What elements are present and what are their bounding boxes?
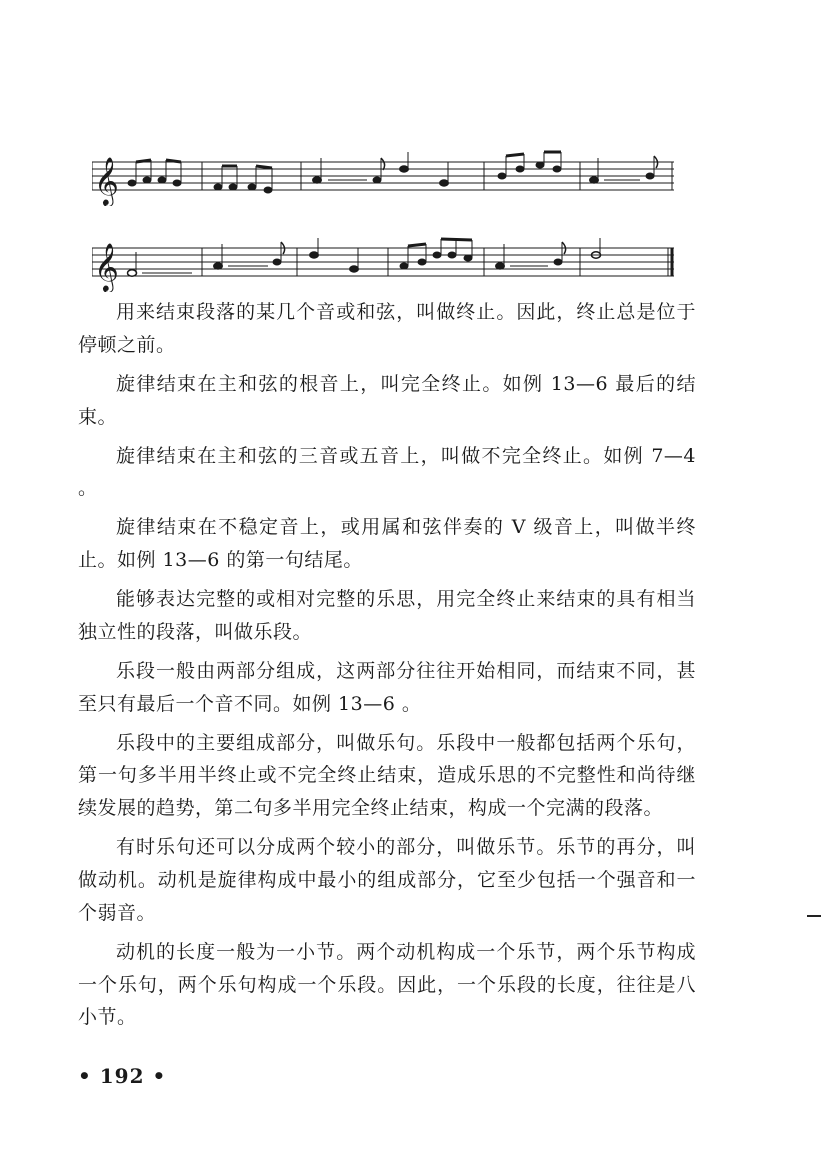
edge-mark bbox=[807, 915, 821, 917]
treble-clef-icon: 𝄞 bbox=[94, 156, 119, 205]
paragraph-cadence: 用来结束段落的某几个音或和弦，叫做终止。因此，终止总是位于停顿之前。 bbox=[78, 301, 696, 356]
paragraph-length: 动机的长度一般为一小节。两个动机构成一个乐节，两个乐节构成一个乐句，两个乐句构成一个乐段。因此，一个乐段的长度，往往是八小节。 bbox=[78, 940, 696, 1029]
staff-2-notation bbox=[92, 236, 674, 292]
paragraph-motive: 有时乐句还可以分成两个较小的部分，叫做乐节。乐节的再分，叫做动机。动机是旋律构成中最小的组成部分，它至少包括一个强音和一个弱音。 bbox=[78, 836, 696, 924]
paragraph-phrase: 乐段中的主要组成部分，叫做乐句。乐段中一般都包括两个乐句，第一句多半用半终止或不完全终止结束，造成乐思的不完整性和尚待继续发展的趋势，第二句多半用完全终止结束，构成一个完满的段落。 bbox=[78, 731, 696, 820]
paragraph-imperfect-cadence: 旋律结束在主和弦的三音或五音上，叫做不完全终止。如例 7—4 。 bbox=[78, 444, 696, 500]
body-text bbox=[78, 296, 696, 1040]
music-staff-1 bbox=[92, 150, 674, 206]
paragraph-period-structure: 乐段一般由两部分组成，这两部分往往开始相同，而结束不同，甚至只有最后一个音不同。如例 13—6 。 bbox=[78, 659, 696, 715]
paragraph-half-cadence: 旋律结束在不稳定音上，或用属和弦伴奏的 V 级音上，叫做半终止。如例 13—6 的第一句结尾。 bbox=[78, 516, 696, 572]
treble-clef-icon: 𝄞 bbox=[94, 242, 119, 291]
music-staff-2 bbox=[92, 236, 674, 292]
paragraph-perfect-cadence: 旋律结束在主和弦的根音上，叫完全终止。如例 13—6 最后的结束。 bbox=[78, 372, 696, 428]
staff-1-notation bbox=[92, 150, 674, 206]
paragraph-period-definition: 能够表达完整的或相对完整的乐思，用完全终止来结束的具有相当独立性的段落，叫做乐段。 bbox=[78, 588, 696, 643]
page-number: • 192 • bbox=[78, 1064, 167, 1088]
